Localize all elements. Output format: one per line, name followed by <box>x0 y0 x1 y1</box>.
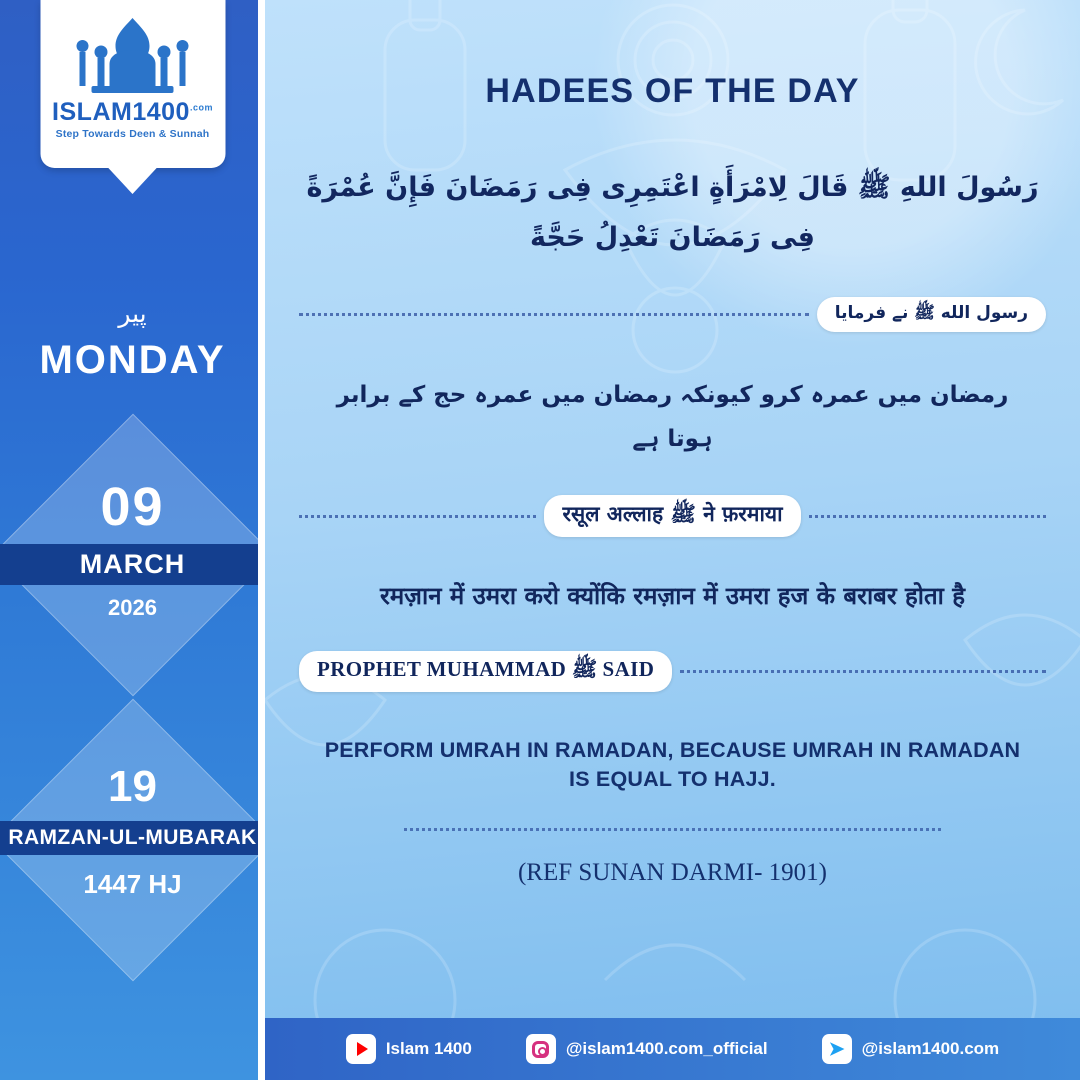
english-attribution-row <box>299 651 1046 692</box>
day-name-english: MONDAY <box>39 337 226 382</box>
sidebar <box>0 0 265 1080</box>
reference-divider <box>404 828 942 831</box>
hindi-attribution-chip: रसूल अल्लाह ﷺ ने फ़रमाया <box>544 495 800 537</box>
logo-card <box>40 0 225 168</box>
urdu-attribution-chip: رسول الله ﷺ نے فرمایا <box>817 297 1046 332</box>
hijri-year: 1447 HJ <box>83 869 182 899</box>
mosque-icon <box>72 12 194 98</box>
hindi-attribution-row <box>299 495 1046 537</box>
gregorian-day: 09 <box>100 477 165 537</box>
divider-dots-right <box>809 515 1046 518</box>
twitter-handle: @islam1400.com <box>861 1039 1000 1058</box>
day-block <box>0 300 265 383</box>
gregorian-month: MARCH <box>0 544 265 585</box>
logo-domain-suffix: .com <box>189 102 213 113</box>
footer-bar <box>265 1018 1080 1080</box>
youtube-handle: Islam 1400 <box>385 1039 472 1058</box>
main-panel <box>265 0 1080 1080</box>
background-ornament <box>265 0 1080 1080</box>
youtube-icon <box>346 1034 376 1064</box>
english-translation-text: PERFORM UMRAH IN RAMADAN, BECAUSE UMRAH IN RAMADAN IS EQUAL TO HAJJ. <box>324 737 1021 791</box>
twitter-icon: ➤ <box>822 1034 852 1064</box>
footer-youtube[interactable] <box>346 1034 472 1064</box>
instagram-icon <box>526 1034 556 1064</box>
logo-wordmark: $ISLAM1400^{.com}$ <box>52 98 213 126</box>
urdu-attribution-row <box>299 297 1046 332</box>
hindi-translation-text: रमज़ान में उमरा करो क्योंकि रमज़ान में उमरा हज के बराबर होता है <box>380 582 965 611</box>
hijri-day: 19 <box>108 762 157 811</box>
footer-instagram[interactable] <box>526 1034 768 1064</box>
footer-twitter[interactable] <box>822 1034 1000 1064</box>
arabic-hadith-text: رَسُولَ اللهِ ﷺ قَالَ لِامْرَأَةٍ اعْتَمِرِى فِى رَمَضَانَ فَإِنَّ عُمْرَةً فِى رَمَضَانَ تَعْدِلُ حَجَّةً <box>306 172 1039 253</box>
instagram-handle: @islam1400.com_official <box>565 1039 768 1058</box>
day-name-urdu: پیر <box>118 299 147 328</box>
logo-tagline: Step Towards Deen & Sunnah <box>55 128 210 140</box>
hijri-date-block <box>0 762 265 900</box>
hadith-reference: (REF SUNAN DARMI- 1901) <box>517 858 828 886</box>
divider-dots-left <box>299 515 536 518</box>
hijri-month: RAMZAN-UL-MUBARAK <box>0 821 265 855</box>
page-title: HADEES OF THE DAY <box>485 72 860 110</box>
english-attribution-chip: PROPHET MUHAMMAD ﷺ SAID <box>299 651 672 692</box>
divider-dots-right <box>680 670 1046 673</box>
urdu-translation-text: رمضان میں عمرہ کرو کیونکہ رمضان میں عمرہ حج کے برابر ہوتا ہے <box>336 381 1009 452</box>
gregorian-year: 2026 <box>108 595 157 620</box>
divider-dots-left <box>299 313 809 316</box>
gregorian-date-block <box>0 477 265 621</box>
